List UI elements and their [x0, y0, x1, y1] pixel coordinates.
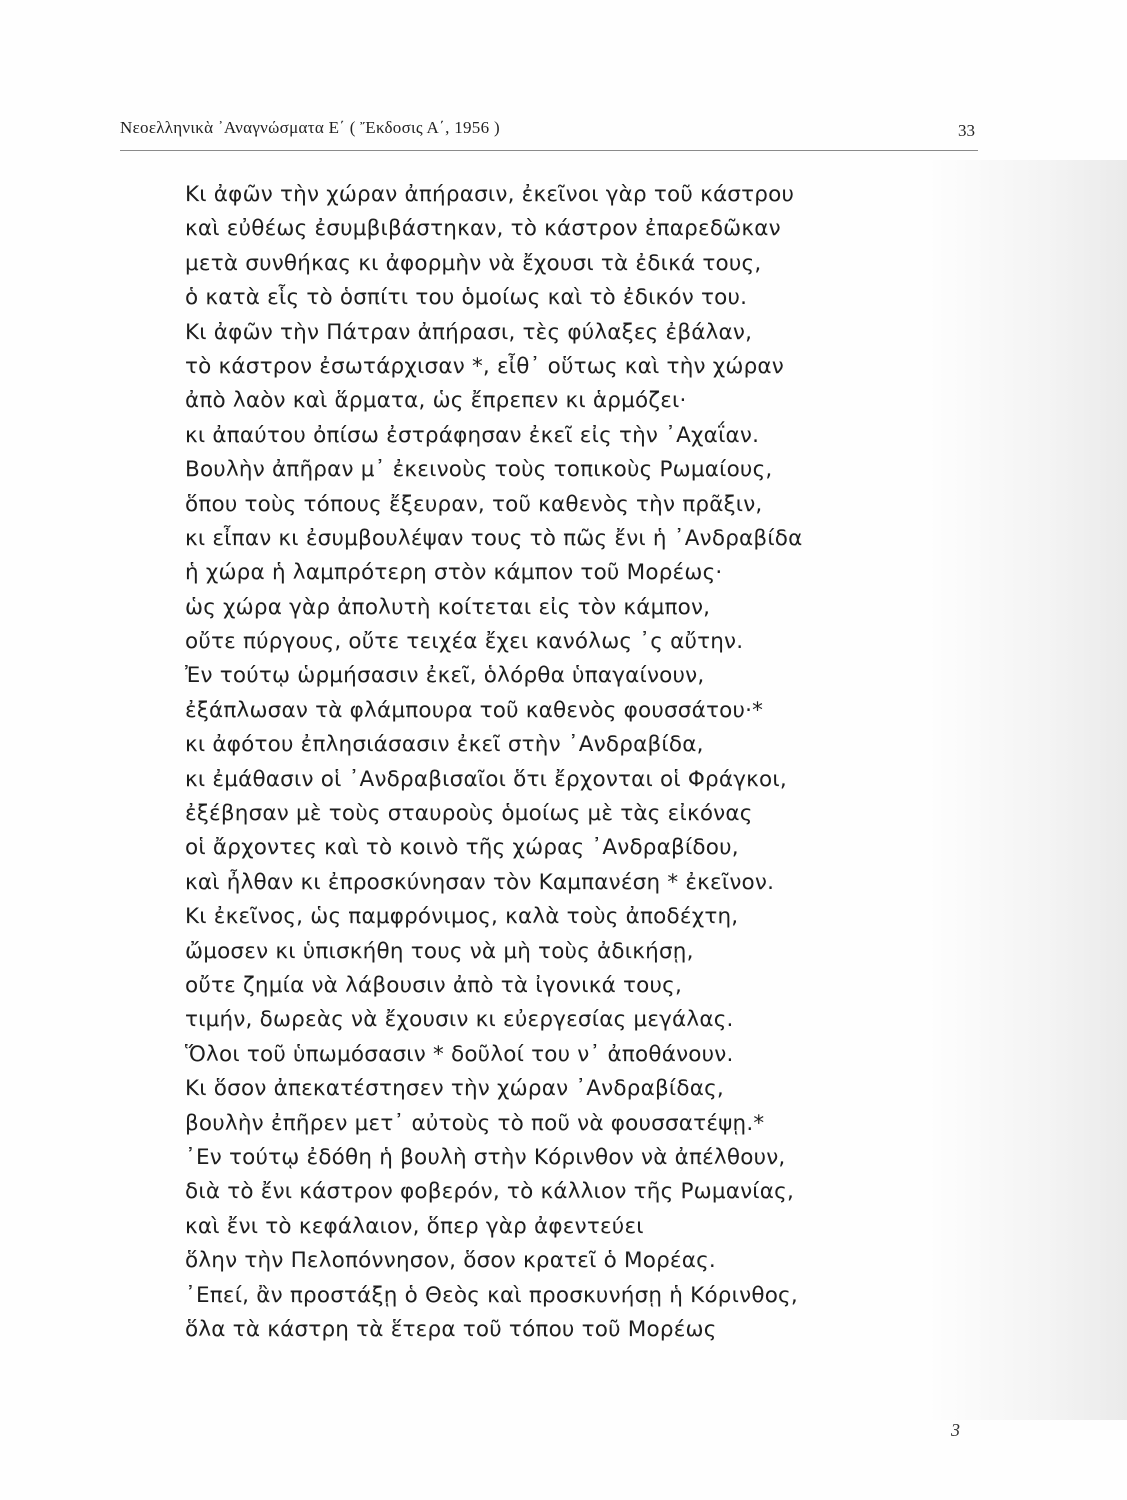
verse-line: Κι ἐκεῖνος, ὡς παμφρόνιμος, καλὰ τοὺς ἀποδέχτη, — [185, 904, 739, 930]
verse-line: οἱ ἄρχοντες καὶ τὸ κοινὸ τῆς χώρας ᾿Ανδραβίδου, — [185, 835, 739, 861]
verse-line: ὅλα τὰ κάστρη τὰ ἕτερα τοῦ τόπου τοῦ Μορέως — [185, 1316, 717, 1342]
header-rule — [120, 150, 978, 151]
verse-line: οὔτε πύργους, οὔτε τειχέα ἔχει κανόλως ᾿ς αὔτην. — [185, 629, 744, 655]
verse-line: ὅπου τοὺς τόπους ἔξευραν, τοῦ καθενὸς τὴν πρᾶξιν, — [185, 491, 763, 517]
verse-line: καὶ ἦλθαν κι ἐπροσκύνησαν τὸν Καμπανέση * ἐκεῖνον. — [185, 869, 775, 895]
verse-line: καὶ ἔνι τὸ κεφάλαιον, ὅπερ γὰρ ἀφεντεύει — [185, 1213, 644, 1239]
verse-line: κι ἀφότου ἐπλησιάσασιν ἐκεῖ στὴν ᾿Ανδραβίδα, — [185, 732, 704, 758]
verse-line: ἀπὸ λαὸν καὶ ἅρματα, ὡς ἔπρεπεν κι ἁρμόζει· — [185, 388, 687, 414]
verse-line: οὔτε ζημία νὰ λάβουσιν ἀπὸ τὰ ἰγονικά τους, — [185, 972, 683, 998]
verse-line: ὁ κατὰ εἷς τὸ ὁσπίτι του ὁμοίως καὶ τὸ ἐδικόν του. — [185, 285, 748, 311]
verse-line: ὤμοσεν κι ὑπισκήθη τους νὰ μὴ τοὺς ἀδικήσῃ, — [185, 938, 694, 964]
verse-line: ᾿Επεί, ἂν προστάξῃ ὁ Θεὸς καὶ προσκυνήσῃ ἡ Κόρινθος, — [185, 1282, 798, 1308]
verse-line: διὰ τὸ ἔνι κάστρον φοβερόν, τὸ κάλλιον τῆς Ρωμανίας, — [185, 1179, 794, 1205]
running-title: Νεοελληνικὰ ᾿Αναγνώσματα Ε΄ ( Ἔκδοσις Α΄, 1956 ) — [120, 118, 500, 137]
verse-line: ἡ χώρα ἡ λαμπρότερη στὸν κάμπον τοῦ Μορέως· — [185, 560, 723, 586]
verse-line: τιμήν, δωρεὰς νὰ ἔχουσιν κι εὐεργεσίας μεγάλας. — [185, 1007, 734, 1033]
verse-line: τὸ κάστρον ἐσωτάρχισαν *, εἶθ᾿ οὕτως καὶ τὴν χώραν — [185, 353, 785, 379]
verse-line: Βουλὴν ἀπῆραν μ᾿ ἐκεινοὺς τοὺς τοπικοὺς Ρωμαίους, — [185, 457, 773, 483]
page-number: 33 — [958, 121, 975, 140]
verse-line: ὅλην τὴν Πελοπόννησον, ὅσον κρατεῖ ὁ Μορέας. — [185, 1248, 716, 1274]
verse-line: ἐξάπλωσαν τὰ φλάμπουρα τοῦ καθενὸς φουσσάτου·* — [185, 697, 764, 723]
verse-line: Κι ἀφῶν τὴν Πάτραν ἀπήρασι, τὲς φύλαξες ἐβάλαν, — [185, 319, 753, 345]
verse-line: μετὰ συνθήκας κι ἀφορμὴν νὰ ἔχουσι τὰ ἐδικά τους, — [185, 250, 762, 276]
show-through-shadow — [925, 160, 1127, 1420]
signature-mark: 3 — [951, 1420, 960, 1440]
verse-line: ᾿Εν τούτῳ ἐδόθη ἡ βουλὴ στὴν Κόρινθον νὰ ἀπέλθουν, — [185, 1144, 786, 1170]
page-header — [120, 118, 980, 144]
verse-line: Ἐν τούτῳ ὡρμήσασιν ἐκεῖ, ὁλόρθα ὑπαγαίνουν, — [185, 663, 705, 689]
verse-line: ὡς χώρα γὰρ ἀπολυτὴ κοίτεται εἰς τὸν κάμπον, — [185, 594, 711, 620]
verse-line: καὶ εὐθέως ἐσυμβιβάστηκαν, τὸ κάστρον ἐπαρεδῶκαν — [185, 216, 781, 242]
verse-line: κι ἐμάθασιν οἱ ᾿Ανδραβισαῖοι ὅτι ἔρχονται οἱ Φράγκοι, — [185, 766, 787, 792]
verse-line: ἐξέβησαν μὲ τοὺς σταυροὺς ὁμοίως μὲ τὰς εἰκόνας — [185, 801, 753, 827]
verse-line: βουλὴν ἐπῆρεν μετ᾿ αὐτοὺς τὸ ποῦ νὰ φουσσατέψῃ.* — [185, 1110, 765, 1136]
verse-line: κι ἀπαύτου ὀπίσω ἐστράφησαν ἐκεῖ εἰς τὴν ᾿Αχαΐαν. — [185, 422, 760, 448]
verse-line: Ὅλοι τοῦ ὑπωμόσασιν * δοῦλοί του ν᾿ ἀποθάνουν. — [185, 1041, 734, 1067]
verse-line: Κι ἀφῶν τὴν χώραν ἀπήρασιν, ἐκεῖνοι γὰρ τοῦ κάστρου — [185, 182, 795, 207]
poem-text — [185, 178, 935, 1347]
verse-line: Κι ὅσον ἀπεκατέστησεν τὴν χώραν ᾿Ανδραβίδας, — [185, 1076, 724, 1102]
verse-line: κι εἶπαν κι ἐσυμβουλέψαν τους τὸ πῶς ἔνι ἡ ᾿Ανδραβίδα — [185, 525, 803, 551]
